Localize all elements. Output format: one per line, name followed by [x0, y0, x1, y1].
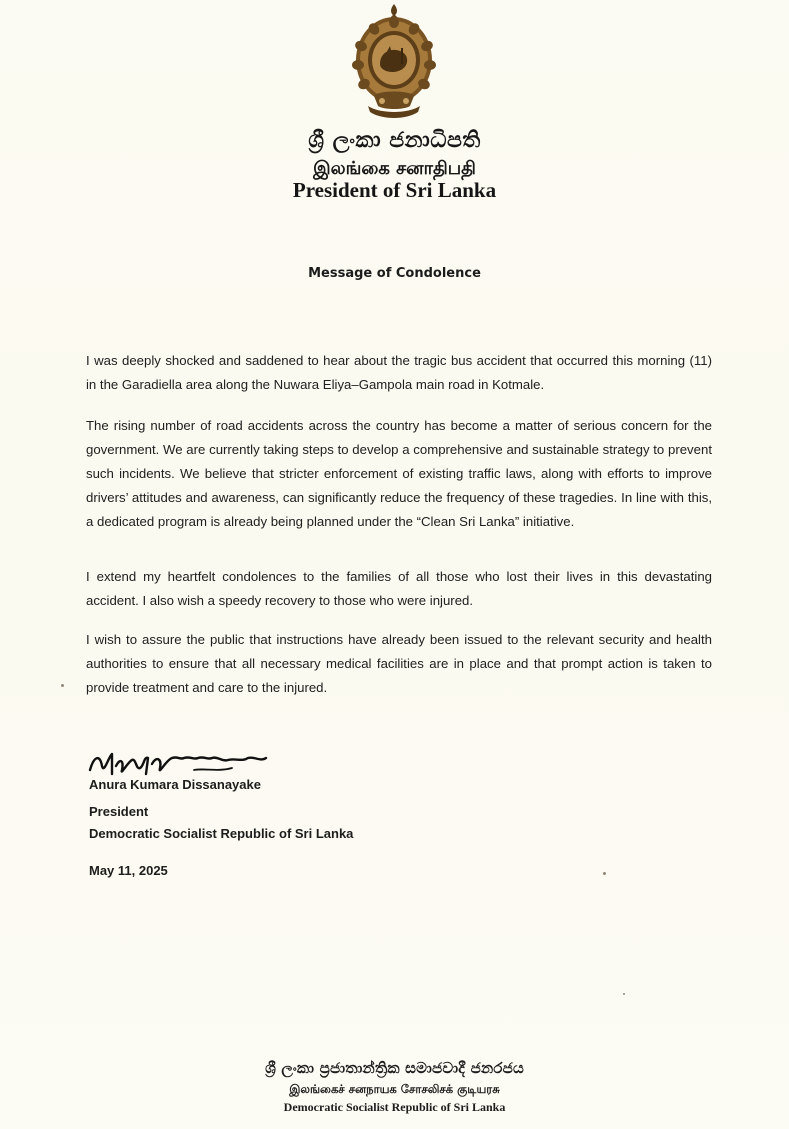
paper-speck: [603, 872, 606, 875]
footer-tamil: இலங்கைச் சனநாயக சோசலிசக் குடியரசு: [289, 1082, 500, 1096]
body-paragraph: I extend my heartfelt condolences to the families of all those who lost their lives in this devastating accident. I also wish a speedy recovery to those who were injured.: [86, 569, 712, 609]
national-emblem-icon: [344, 2, 444, 122]
header-sinhala: ශ්‍රී ලංකා ජනාධිපති: [308, 128, 481, 153]
paper-speck: [623, 993, 625, 995]
signer-title: President: [89, 804, 149, 819]
letter-date: May 11, 2025: [89, 863, 168, 878]
header-tamil: இலங்கை சனாதிபதி: [313, 158, 476, 179]
footer-english: Democratic Socialist Republic of Sri Lanka: [283, 1100, 506, 1114]
handwritten-signature: [86, 748, 276, 780]
body-paragraph: I was deeply shocked and saddened to hear about the tragic bus accident that occurred this morning (11) in the Garadiella area along the Nuwara Eliya–Gampola main road in Kotmale.: [86, 353, 712, 393]
page-title: Message of Condolence: [308, 266, 481, 281]
paper-speck: [61, 684, 64, 687]
signer-name: Anura Kumara Dissanayake: [89, 777, 261, 792]
body-paragraph: The rising number of road accidents across the country has become a matter of serious concern for the government. We are currently taking steps to develop a comprehensive and sustainable strategy to prevent such incidents. We believe that stricter enforcement of existing traffic laws, along with efforts to improve drivers’ attitudes and awareness, can significantly reduce the frequency of these tragedies. In line with this, a dedicated program is already being planned under the “Clean Sri Lanka” initiative.: [86, 418, 712, 530]
signer-country: Democratic Socialist Republic of Sri Lanka: [89, 826, 354, 841]
footer-sinhala: ශ්‍රී ලංකා ප්‍රජාතාන්ත්‍රික සමාජවාදී ජනරජය: [265, 1059, 524, 1077]
body-paragraph: I wish to assure the public that instructions have already been issued to the relevant security and health authorities to ensure that all necessary medical facilities are in place and that prompt action is taken to provide treatment and care to the injured.: [86, 632, 712, 696]
header-english: President of Sri Lanka: [292, 178, 497, 202]
